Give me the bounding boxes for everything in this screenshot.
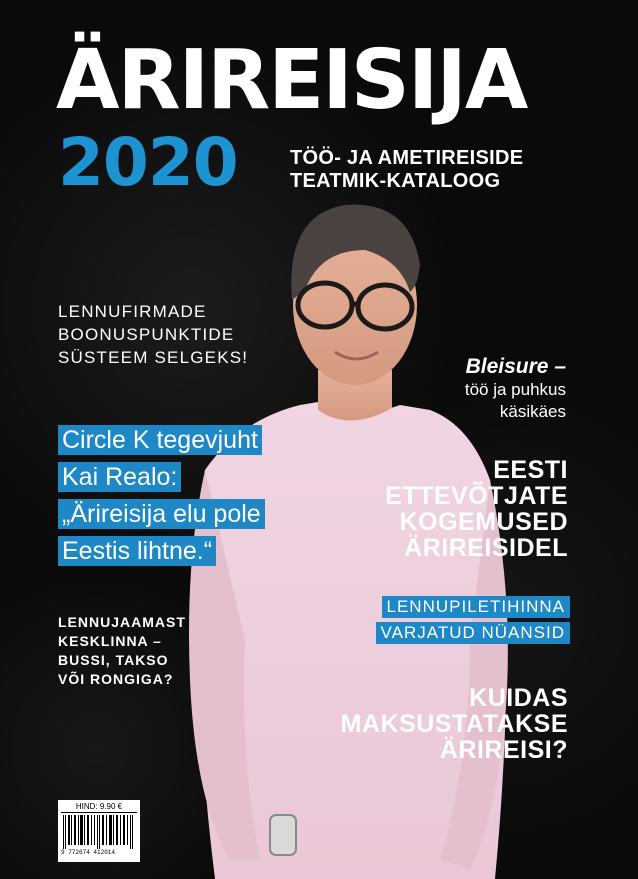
ticket-line: VARJATUD NÜANSID	[376, 622, 570, 644]
price-label: HIND: 9.90 €	[61, 802, 137, 813]
tax-line: KUIDAS	[469, 684, 568, 712]
ticket-price-headline	[376, 596, 570, 648]
bleisure-line: käsikäes	[499, 402, 566, 421]
tax-line: MAKSUSTATAKSE	[340, 710, 568, 738]
bonus-line: SÜSTEEM SELGEKS!	[58, 348, 249, 367]
taxation-headline	[341, 685, 568, 763]
airport-transfer-headline	[58, 613, 186, 689]
magazine-title: ÄRIREISIJA	[56, 33, 527, 128]
eesti-line: EESTI	[493, 456, 568, 484]
bonus-points-headline	[58, 300, 248, 369]
quote-line: Kai Realo:	[58, 462, 181, 492]
bonus-line: LENNUFIRMADE	[58, 302, 207, 321]
barcode-box	[58, 800, 140, 862]
ticket-line: LENNUPILETIHINNA	[382, 596, 570, 618]
airport-line: VÕI RONGIGA?	[58, 671, 174, 687]
ceo-quote-headline	[58, 425, 265, 573]
airport-line: BUSSI, TAKSO	[58, 652, 169, 668]
issue-year: 2020	[58, 124, 238, 201]
bleisure-word: Bleisure –	[465, 355, 566, 378]
bleisure-headline	[465, 355, 566, 423]
bonus-line: BOONUSPUNKTIDE	[58, 325, 235, 344]
subtitle-line: TEATMIK-KATALOOG	[290, 170, 501, 192]
eesti-line: ETTEVÕTJATE	[385, 482, 568, 510]
watch-shape	[270, 815, 296, 855]
eesti-line: ÄRIREISIDEL	[404, 534, 568, 562]
quote-line: Eestis lihtne.“	[58, 536, 216, 566]
barcode-icon	[61, 815, 137, 849]
eesti-line: KOGEMUSED	[399, 508, 568, 536]
airport-line: LENNUJAAMAST	[58, 614, 186, 630]
bleisure-line: töö ja puhkus	[464, 380, 566, 399]
estonian-entrepreneurs-headline	[385, 457, 568, 561]
subtitle-line: TÖÖ- JA AMETIREISIDE	[290, 147, 524, 169]
magazine-subtitle	[290, 147, 523, 193]
quote-line: Circle K tegevjuht	[58, 425, 262, 455]
airport-line: KESKLINNA –	[58, 633, 162, 649]
quote-line: „Ärireisija elu pole	[58, 499, 265, 529]
barcode-number: 9 772674 412014	[61, 849, 116, 856]
tax-line: ÄRIREISI?	[439, 736, 568, 764]
